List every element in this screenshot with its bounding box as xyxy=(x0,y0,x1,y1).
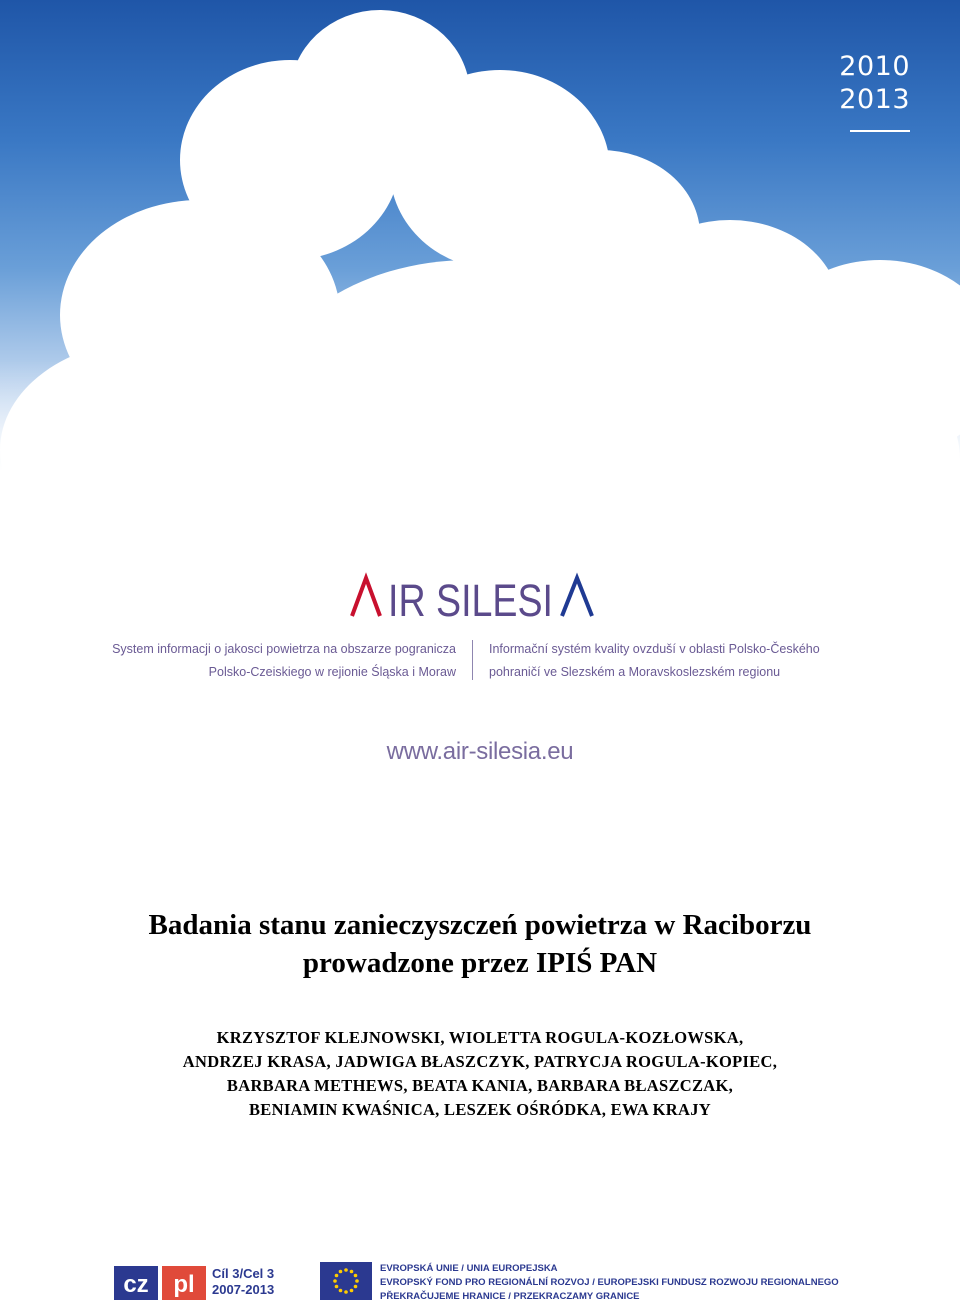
tagline-cz-line-2: pohraničí ve Slezském a Moravskoslezském regionu xyxy=(489,665,781,679)
program-goal: Cíl 3/Cel 3 xyxy=(212,1266,275,1281)
eu-flag-icon xyxy=(320,1262,372,1300)
author-line-4: BENIAMIN KWAŚNICA, LESZEK OŚRÓDKA, EWA KRAJY xyxy=(249,1100,711,1119)
year-end: 2013 xyxy=(839,84,910,115)
year-underline xyxy=(850,130,910,132)
eu-fund-text xyxy=(380,1262,839,1304)
air-silesia-logo xyxy=(0,568,960,624)
program-label xyxy=(212,1266,274,1298)
tagline-polish xyxy=(112,638,456,684)
eu-line-3: PŘEKRAČUJEME HRANICE / PRZEKRACZAMY GRANICE xyxy=(380,1291,640,1302)
author-line-1: KRZYSZTOF KLEJNOWSKI, WIOLETTA ROGULA-KOZŁOWSKA, xyxy=(216,1028,744,1047)
document-title xyxy=(0,906,960,982)
footer-logos xyxy=(0,1258,960,1308)
tagline-pl-line-2: Polsko-Czeiskiego w rejionie Śląska i Moraw xyxy=(208,665,456,679)
eu-line-1: EVROPSKÁ UNIE / UNIA EUROPEJSKA xyxy=(380,1263,558,1274)
tagline-czech xyxy=(489,638,820,684)
cloud-sky-background xyxy=(0,0,960,560)
svg-text:IR SILESI: IR SILESI xyxy=(388,575,553,624)
website-link[interactable]: www.air-silesia.eu xyxy=(386,738,574,765)
title-line-1: Badania stanu zanieczyszczeń powietrza w Raciborzu xyxy=(148,909,812,941)
author-line-2: ANDRZEJ KRASA, JADWIGA BŁASZCZYK, PATRYCJA ROGULA-KOPIEC, xyxy=(182,1052,778,1071)
year-range xyxy=(839,50,910,132)
author-line-3: BARBARA METHEWS, BEATA KANIA, BARBARA BŁASZCZAK, xyxy=(226,1076,734,1095)
tagline-cz-line-1: Informační systém kvality ovzduší v oblasti Polsko-Českého xyxy=(489,642,820,656)
title-line-2: prowadzone przez IPIŚ PAN xyxy=(302,947,658,979)
tagline-pl-line-1: System informacji o jakosci powietrza na obszarze pogranicza xyxy=(112,642,456,656)
svg-text:pl: pl xyxy=(173,1271,195,1298)
year-start: 2010 xyxy=(839,51,910,82)
czpl-logo-icon xyxy=(114,1264,206,1302)
svg-text:cz: cz xyxy=(123,1271,149,1298)
eu-line-2: EVROPSKÝ FOND PRO REGIONÁLNÍ ROZVOJ / EUROPEJSKI FUNDUSZ ROZWOJU REGIONALNEGO xyxy=(380,1277,839,1288)
author-list xyxy=(0,1026,960,1122)
tagline-divider xyxy=(472,640,473,680)
program-years: 2007-2013 xyxy=(212,1282,275,1297)
